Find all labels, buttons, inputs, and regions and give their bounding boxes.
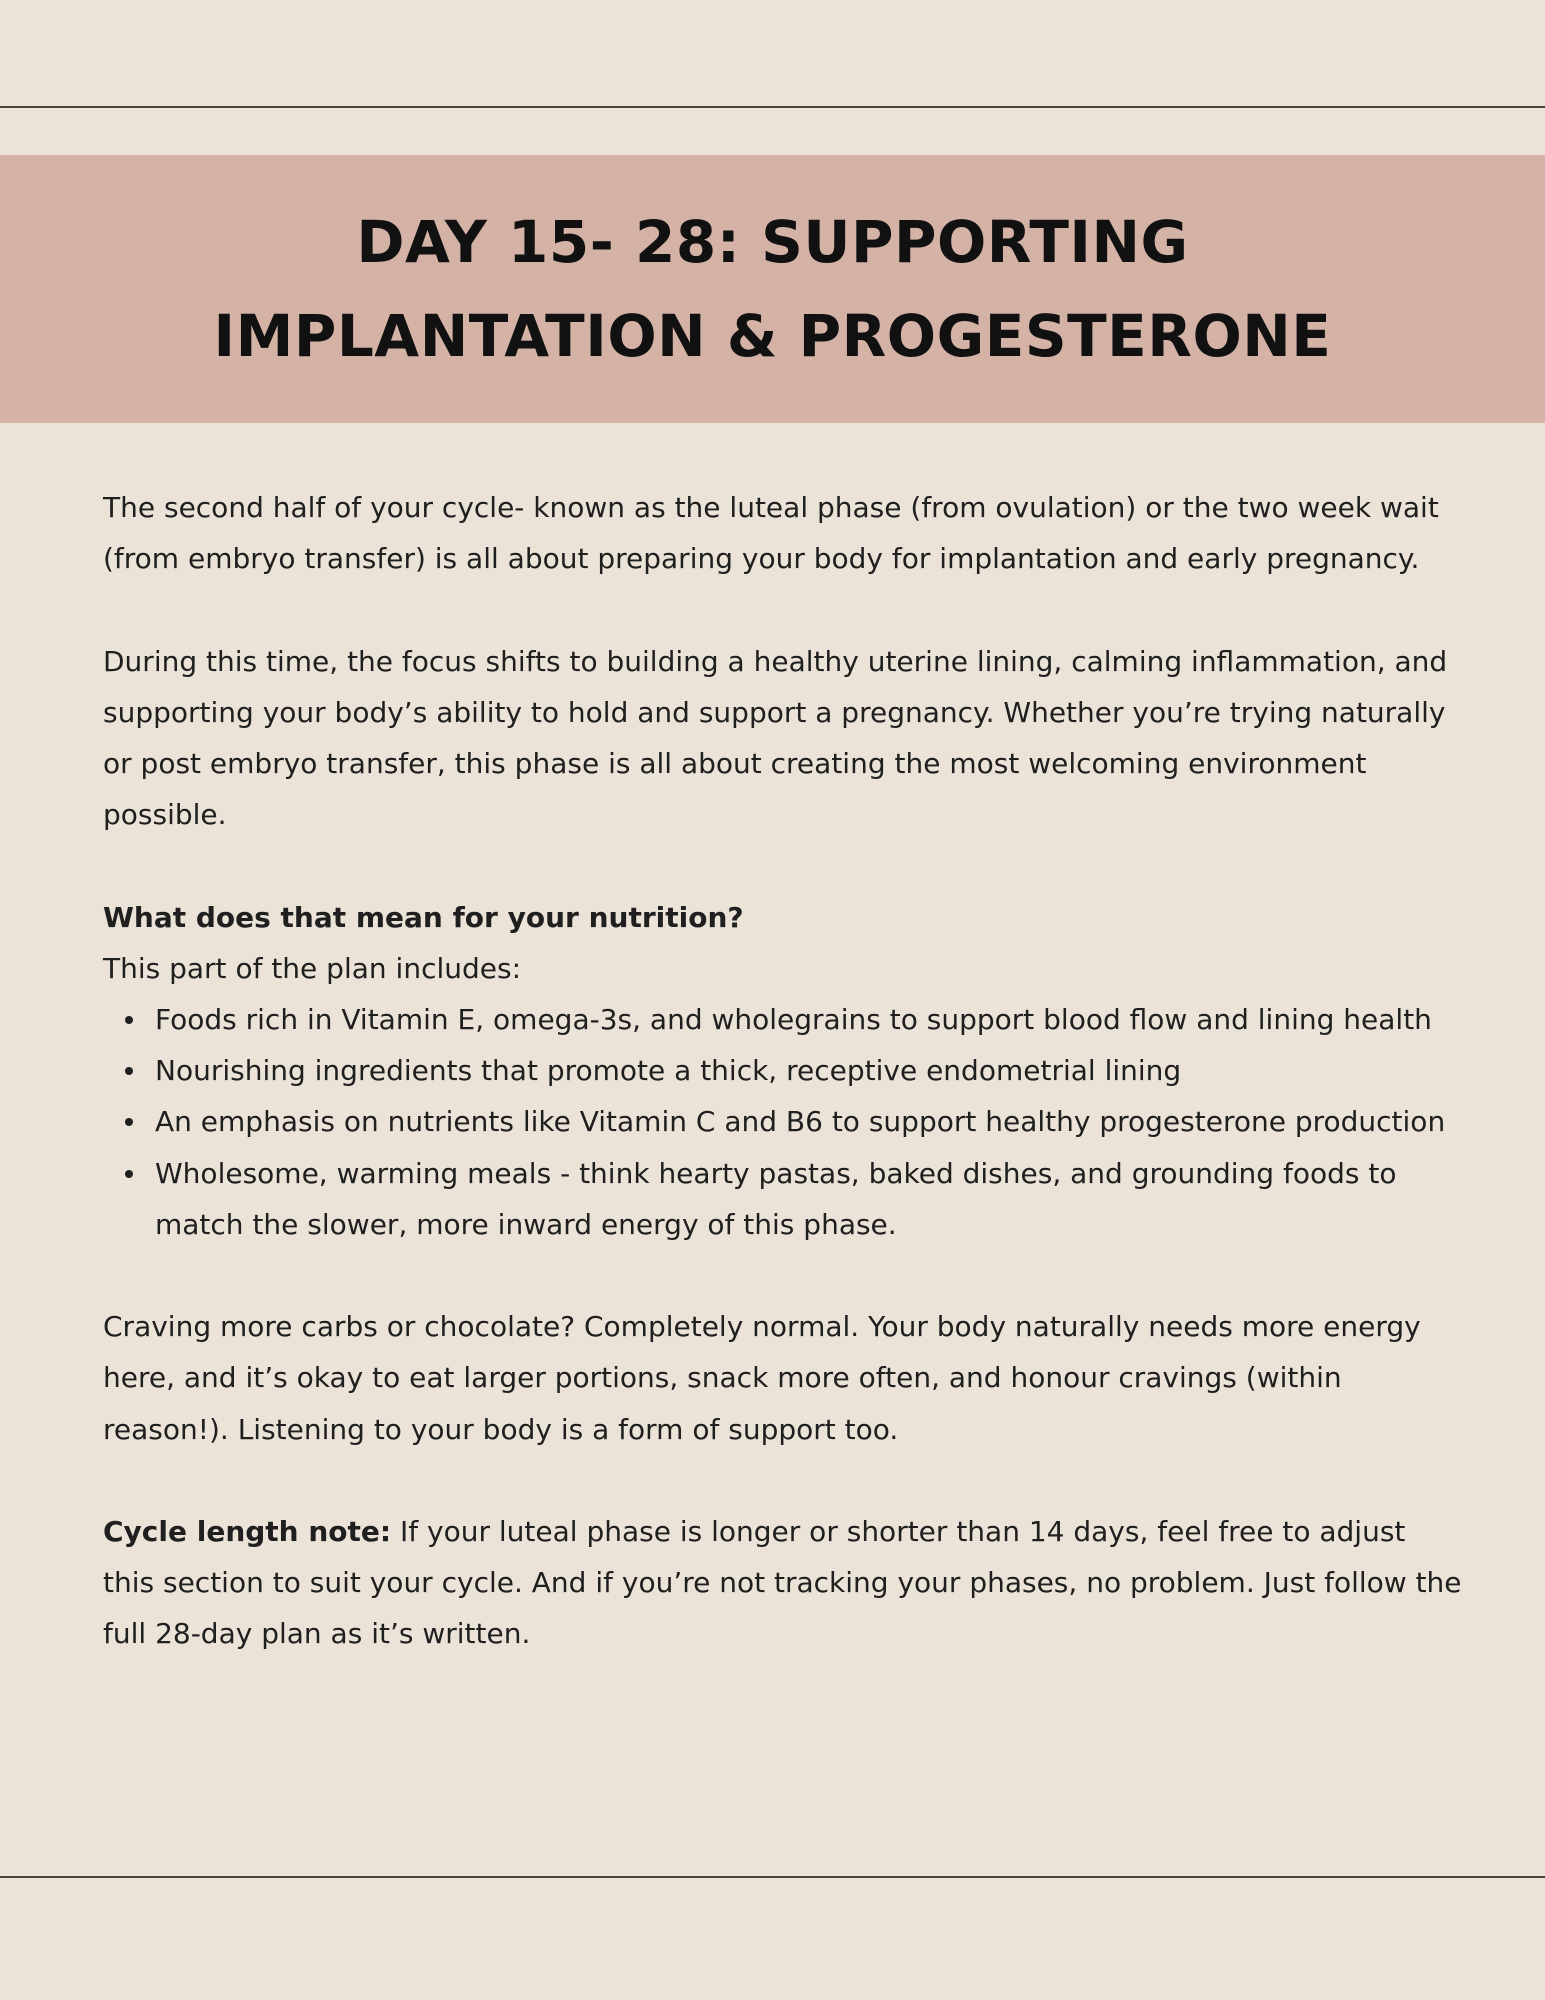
title-line-1: DAY 15- 28: SUPPORTING: [356, 208, 1189, 276]
cycle-note-paragraph: [103, 1506, 1463, 1660]
list-item: Wholesome, warming meals - think hearty pastas, baked dishes, and grounding foods to match the slower, more inward energy of this phase.: [155, 1148, 1463, 1250]
spacer: [103, 584, 1463, 635]
list-item: An emphasis on nutrients like Vitamin C and B6 to support healthy progesterone production: [155, 1096, 1463, 1147]
nutrition-list: [103, 994, 1463, 1250]
list-item: Foods rich in Vitamin E, omega-3s, and wholegrains to support blood flow and lining health: [155, 994, 1463, 1045]
spacer: [103, 840, 1463, 891]
title-line-2: IMPLANTATION & PROGESTERONE: [213, 302, 1332, 370]
intro-paragraph: The second half of your cycle- known as the luteal phase (from ovulation) or the two week wait (from embryo transfer) is all about preparing your body for implantation and early pregnancy.: [103, 491, 1439, 576]
nutrition-heading: What does that mean for your nutrition?: [103, 900, 744, 934]
page-title: [214, 195, 1332, 383]
body-content: [103, 482, 1463, 1660]
bottom-divider: [0, 1876, 1545, 1878]
cycle-note-label: Cycle length note:: [103, 1515, 392, 1548]
spacer: [103, 1455, 1463, 1506]
list-item: Nourishing ingredients that promote a thick, receptive endometrial lining: [155, 1045, 1463, 1096]
plan-intro: This part of the plan includes:: [103, 951, 522, 985]
spacer: [103, 1250, 1463, 1301]
top-divider: [0, 106, 1545, 108]
title-banner: [0, 155, 1545, 423]
cravings-paragraph: Craving more carbs or chocolate? Completely normal. Your body naturally needs more energy here, and it’s okay to eat larger portions, snack more often, and honour cravings (within reason!). Listening to your body is a form of support too.: [103, 1310, 1421, 1446]
cycle-note-text: If your luteal phase is longer or shorter than 14 days, feel free to adjust this section to suit your cycle. And if you’re not tracking your phases, no problem. Just follow the full 28-day plan as it’s written.: [103, 1515, 1462, 1651]
focus-paragraph: During this time, the focus shifts to building a healthy uterine lining, calming inflammation, and supporting your body’s ability to hold and support a pregnancy. Whether you’re trying naturally or post embryo transfer, this phase is all about creating the most welcoming environment possible.: [103, 644, 1448, 832]
